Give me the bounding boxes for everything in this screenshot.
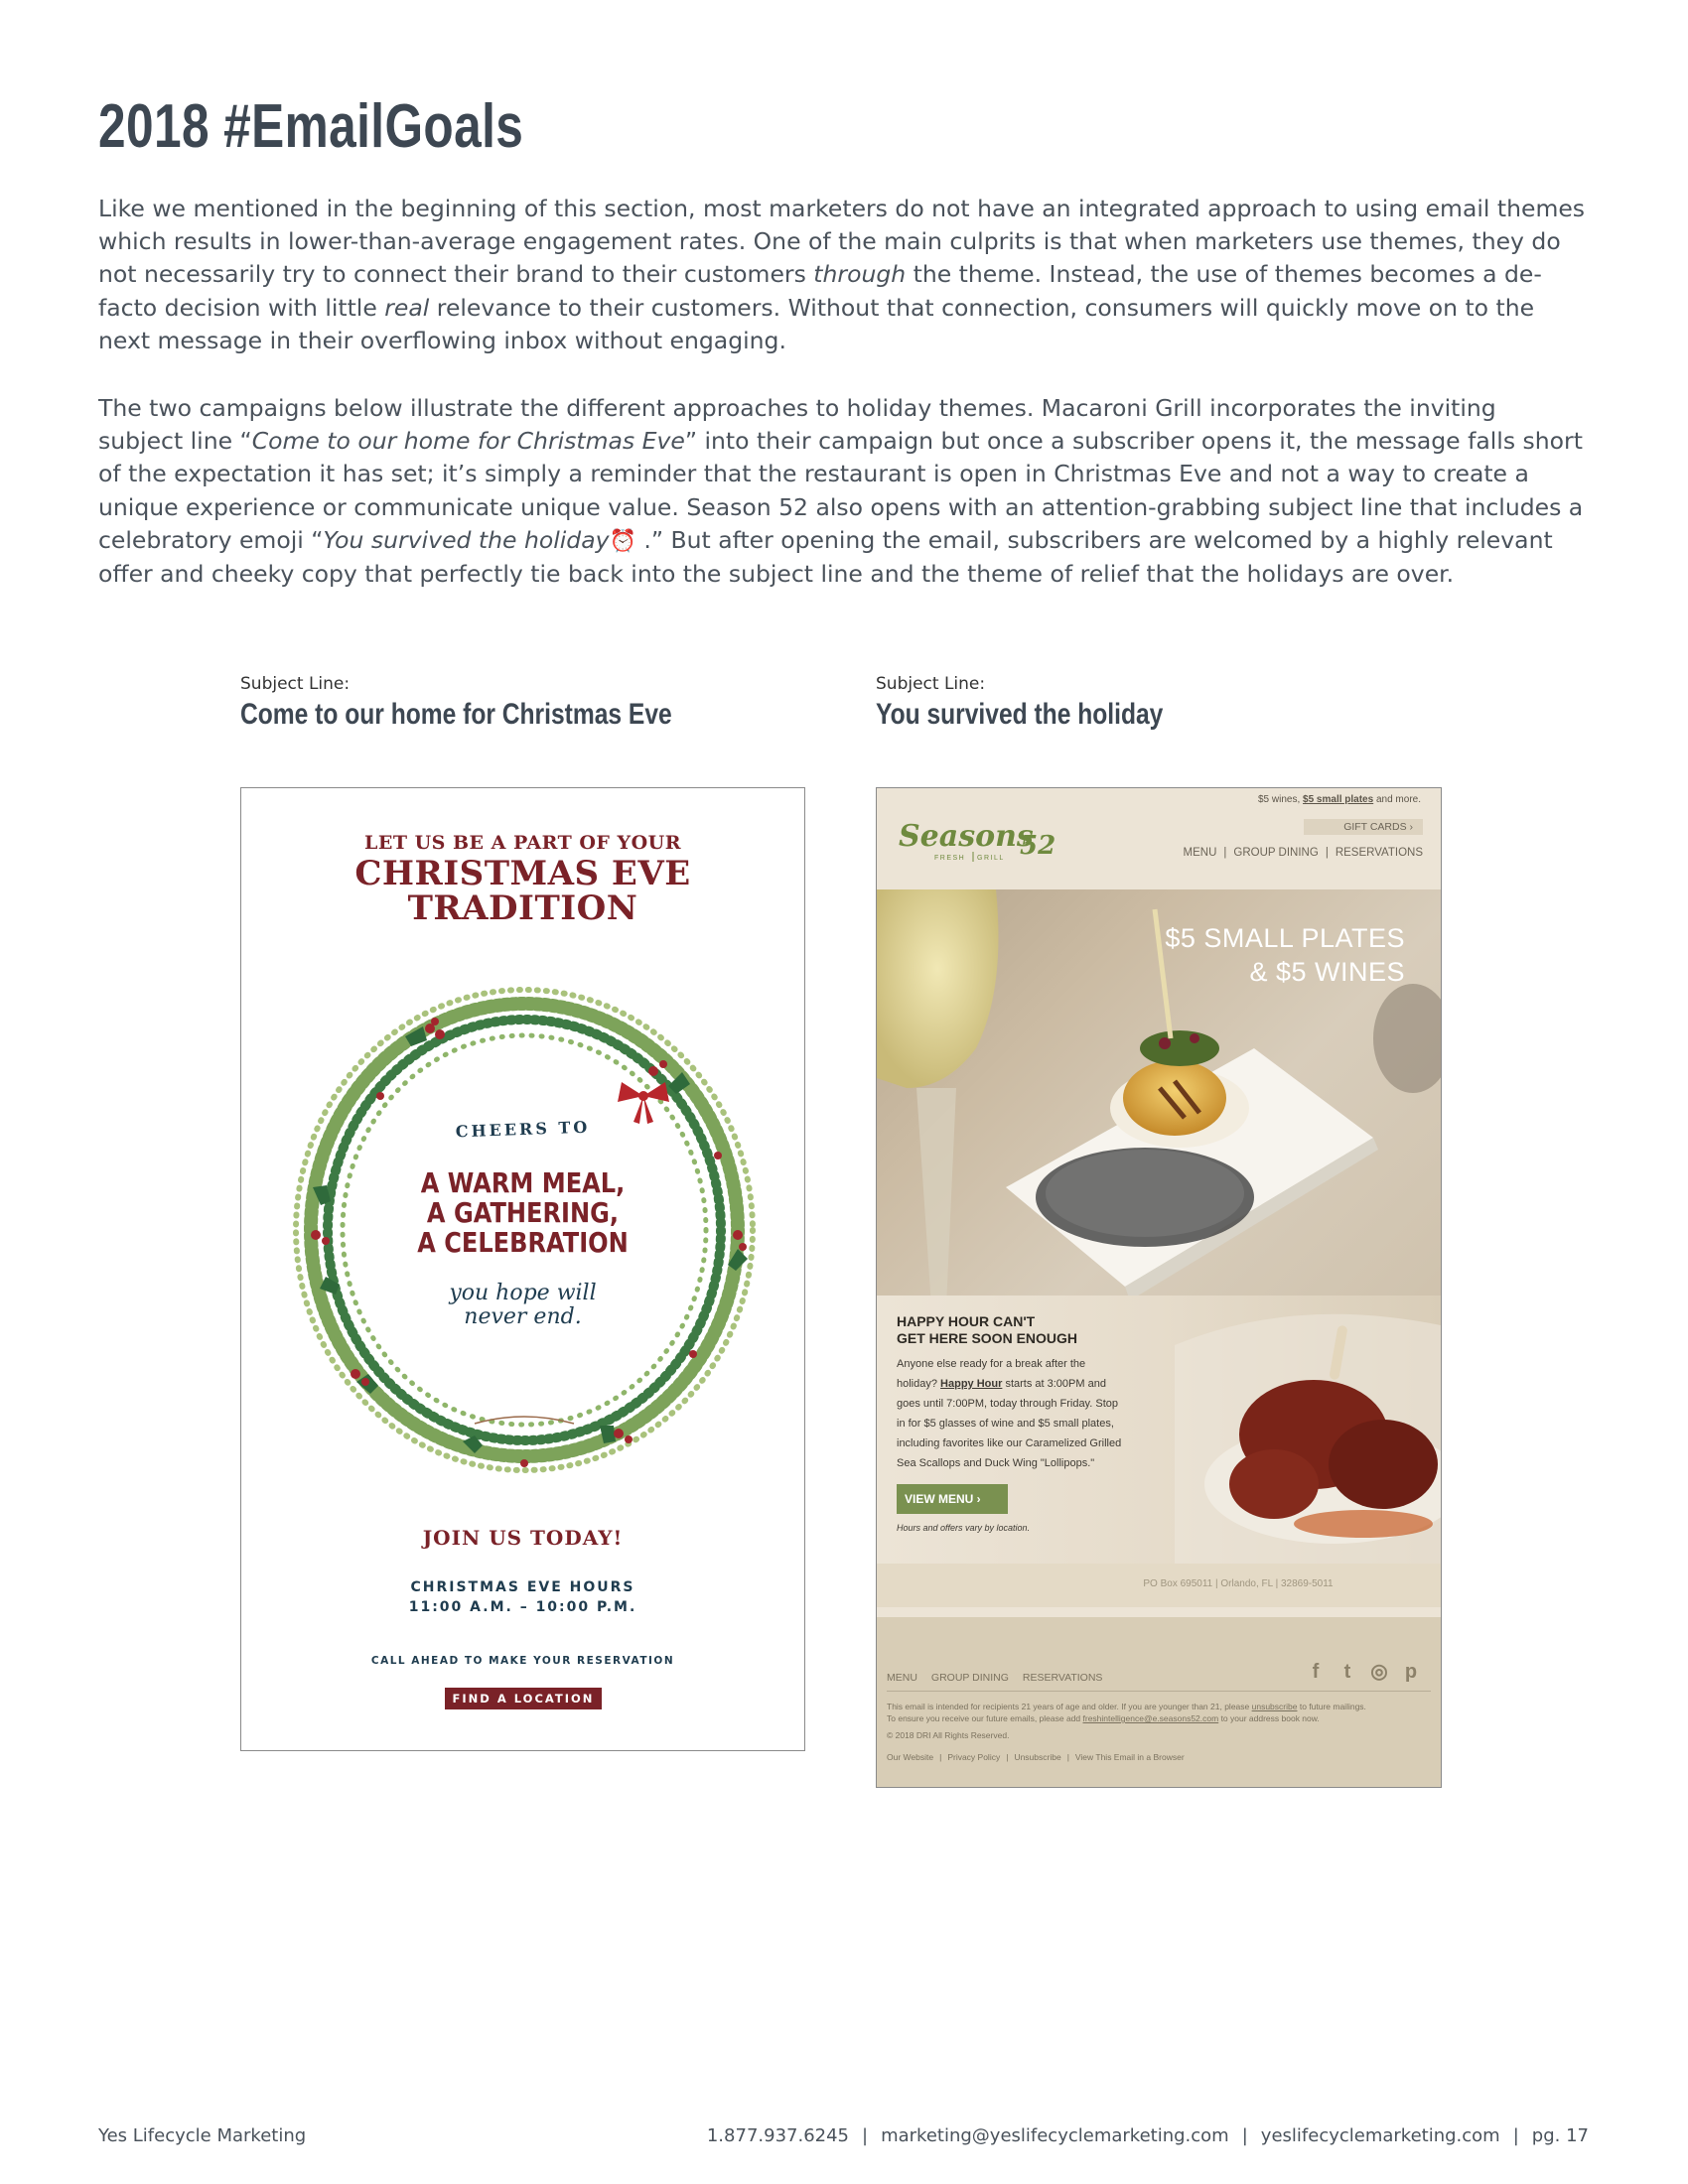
emphasis-text: You survived the holiday: [323, 525, 610, 554]
seasons52-logo: [893, 812, 1086, 864]
body-line: in for $5 glasses of wine and $5 small plates,: [897, 1418, 1114, 1430]
paragraph-text: relevance to their customers. Without that connection, consumers will quickly move on to the next message in their overflowing inbox without engaging.: [98, 293, 1535, 354]
join-us-heading: JOIN US TODAY!: [422, 1526, 624, 1550]
call-ahead-text: CALL AHEAD TO MAKE YOUR RESERVATION: [370, 1655, 675, 1667]
footer-website[interactable]: yeslifecyclemarketing.com: [1260, 2125, 1500, 2146]
section-heading-line1: HAPPY HOUR CAN'T: [897, 1313, 1036, 1329]
privacy-policy-link[interactable]: Privacy Policy: [947, 1752, 1001, 1762]
footer-nav-menu[interactable]: MENU: [887, 1672, 917, 1684]
email-top-nav: MENU | GROUP DINING | RESERVATIONS: [1183, 847, 1423, 859]
footer-email[interactable]: marketing@yeslifecyclemarketing.com: [881, 2125, 1229, 2146]
pinterest-icon[interactable]: p: [1404, 1661, 1418, 1683]
view-in-browser-link[interactable]: View This Email in a Browser: [1074, 1752, 1185, 1762]
nav-menu[interactable]: MENU: [1183, 847, 1217, 859]
social-links: [1304, 1660, 1423, 1684]
body-text: holiday?: [897, 1378, 941, 1390]
footer-links: Our Website | Privacy Policy | Unsubscribe | View This Email in a Browser: [887, 1752, 1185, 1762]
hero-headline-line1: $5 SMALL PLATES: [1165, 923, 1405, 953]
footer-nav-group-dining[interactable]: GROUP DINING: [930, 1672, 1009, 1684]
email-heading-line3: TRADITION: [407, 888, 638, 928]
gift-cards-link[interactable]: GIFT CARDS ›: [1304, 819, 1423, 835]
headline-line3: A CELEBRATION: [417, 1226, 629, 1259]
subject-label-left: Subject Line:: [240, 674, 351, 694]
view-menu-button[interactable]: VIEW MENU ›: [897, 1484, 1008, 1514]
hero-image: [877, 889, 1441, 1314]
comparison-paragraph: [98, 392, 1588, 591]
nav-reservations[interactable]: RESERVATIONS: [1335, 847, 1423, 859]
body-line: goes until 7:00PM, today through Friday. Stop: [897, 1398, 1118, 1410]
hours-title: CHRISTMAS EVE HOURS: [410, 1579, 635, 1595]
body-line: Anyone else ready for a break after the: [897, 1358, 1086, 1370]
copyright: © 2018 DRI All Rights Reserved.: [887, 1730, 1010, 1740]
emphasis-text: Come to our home for Christmas Eve: [251, 427, 685, 456]
footer-divider: [887, 1691, 1431, 1692]
body-line: [897, 1378, 1106, 1390]
section-heading-line2: GET HERE SOON ENOUGH: [897, 1330, 1078, 1346]
top-promo-text: [1258, 794, 1421, 805]
small-plates-link[interactable]: $5 small plates: [1303, 794, 1374, 805]
headline-line2: A GATHERING,: [426, 1196, 620, 1229]
nav-group-dining[interactable]: GROUP DINING: [1233, 847, 1319, 859]
fine-text: To ensure you receive our future emails, please add: [887, 1713, 1083, 1723]
logo-number: 52: [1020, 831, 1056, 861]
subject-line-right: You survived the holiday: [876, 698, 1164, 731]
hero-headline-line2: & $5 WINES: [1249, 957, 1405, 987]
footer-nav-reservations[interactable]: RESERVATIONS: [1022, 1672, 1103, 1684]
tagline-line1: you hope will: [449, 1281, 597, 1305]
logo-grill: GRILL: [977, 855, 1005, 862]
page-title: 2018 #EmailGoals: [98, 92, 524, 161]
paragraph-text: Like we mentioned in the beginning of this section, most marketers do not have an integrated approach to using email themes which results in lower-than-average engagement rates. One of the main culprits is that when marketers use themes, they do not necessarily try to connect their brand to their customers: [98, 195, 1586, 289]
age-disclaimer: [887, 1702, 1366, 1711]
facebook-icon[interactable]: f: [1312, 1661, 1320, 1683]
subject-label-right: Subject Line:: [876, 674, 986, 694]
alarm-clock-emoji-icon: ⏰: [609, 528, 636, 554]
body-line: Sea Scallops and Duck Wing "Lollipops.": [897, 1457, 1095, 1469]
intro-paragraph: [98, 193, 1588, 357]
footer-phone: 1.877.937.6245: [706, 2125, 849, 2146]
logo-script: Seasons: [899, 819, 1034, 854]
subject-line-left: Come to our home for Christmas Eve: [240, 698, 672, 731]
unsubscribe-footer-link[interactable]: Unsubscribe: [1014, 1752, 1061, 1762]
paragraph-text: .” But after opening the email, subscribers are welcomed by a highly relevant offer and cheeky copy that perfectly tie back into the subject line and the theme of relief that the holidays are over.: [98, 525, 1553, 589]
address-book-note: [887, 1713, 1320, 1723]
seasons52-email: [876, 787, 1442, 1788]
sender-email-link[interactable]: freshintelligence@e.seasons52.com: [1082, 1713, 1219, 1723]
emphasis-text: real: [384, 293, 430, 322]
promo-prefix: $5 wines,: [1258, 794, 1304, 805]
instagram-icon[interactable]: ◎: [1370, 1661, 1388, 1683]
email-heading-line1: LET US BE A PART OF YOUR: [364, 832, 681, 854]
body-line: including favorites like our Caramelized Grilled: [897, 1437, 1122, 1449]
hours-time: 11:00 A.M. – 10:00 P.M.: [408, 1599, 637, 1615]
body-text: starts at 3:00PM and: [1002, 1378, 1106, 1390]
christmas-eve-email: [240, 787, 805, 1751]
page-number: pg. 17: [1531, 2125, 1589, 2146]
logo-fresh: FRESH: [934, 855, 966, 862]
email-heading-line2: CHRISTMAS EVE: [354, 854, 691, 893]
cheers-to-label: CHEERS TO: [455, 1117, 591, 1142]
fine-text: to future mailings.: [1297, 1702, 1366, 1711]
paragraph-text: the theme. Instead, the use of themes becomes a de-facto decision with little: [98, 260, 1542, 322]
fine-text: This email is intended for recipients 21 years of age and older. If you are younger than 21, please: [887, 1702, 1252, 1711]
footer-nav: [887, 1672, 1116, 1684]
fine-text: to your address book now.: [1218, 1713, 1320, 1723]
offers-note: Hours and offers vary by location.: [897, 1523, 1031, 1533]
footer-company: Yes Lifecycle Marketing: [98, 2125, 307, 2146]
paragraph-text: ” into their campaign but once a subscriber opens it, the message falls short of the expectation it has set; it’s simply a reminder that the restaurant is open in Christmas Eve and not a way to create a unique experience or communicate unique value. Season 52 also opens with an attention-grabbing subject line that includes a celebratory emoji “: [98, 427, 1584, 554]
twitter-icon[interactable]: t: [1343, 1661, 1351, 1683]
find-location-button[interactable]: FIND A LOCATION: [445, 1688, 602, 1709]
happy-hour-link[interactable]: Happy Hour: [940, 1378, 1003, 1390]
headline-line1: A WARM MEAL,: [420, 1166, 626, 1199]
mailing-address: PO Box 695011 | Orlando, FL | 32869-5011: [1143, 1578, 1334, 1589]
footer-contact: 1.877.937.6245 | marketing@yeslifecyclemarketing.com | yeslifecyclemarketing.com | pg. 17: [706, 2125, 1589, 2146]
paragraph-text: The two campaigns below illustrate the different approaches to holiday themes. Macaroni Grill incorporates the inviting subject line “: [98, 394, 1496, 456]
emphasis-text: through: [813, 260, 907, 289]
tagline-line2: never end.: [464, 1304, 582, 1329]
promo-suffix: and more.: [1373, 794, 1421, 805]
unsubscribe-link[interactable]: unsubscribe: [1251, 1702, 1298, 1711]
our-website-link[interactable]: Our Website: [887, 1752, 934, 1762]
